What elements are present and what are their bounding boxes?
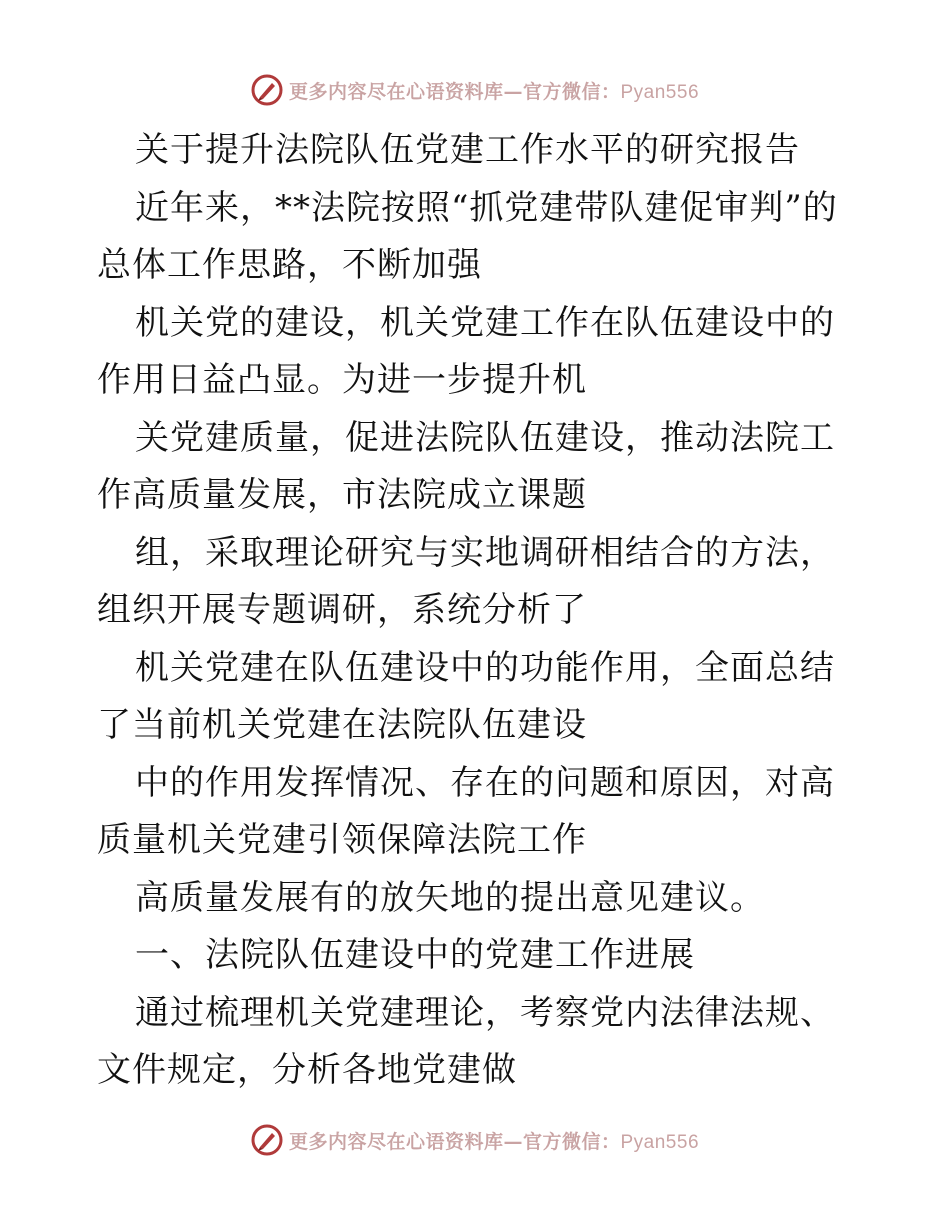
watermark-text: 更多内容尽在心语资料库—官方微信：Pyan556 [288, 80, 700, 103]
footer-watermark [0, 1123, 950, 1157]
paragraph: 关党建质量，促进法院队伍建设，推动法院工作高质量发展，市法院成立课题 [97, 417, 835, 515]
watermark-text: 更多内容尽在心语资料库—官方微信：Pyan556 [288, 1130, 700, 1153]
document-title: 关于提升法院队伍党建工作水平的研究报告 [135, 130, 800, 170]
paragraph: 高质量发展有的放矢地的提出意见建议。 [135, 877, 765, 918]
pen-nib-logo-icon [251, 74, 283, 106]
paragraph: 机关党建在队伍建设中的功能作用，全面总结了当前机关党建在法院队伍建设 [97, 647, 835, 745]
section-heading: 一、法院队伍建设中的党建工作进展 [135, 935, 695, 975]
header-watermark [0, 73, 950, 107]
document-body [97, 122, 857, 1100]
paragraph: 机关党的建设，机关党建工作在队伍建设中的作用日益凸显。为进一步提升机 [97, 302, 835, 400]
pen-nib-logo-icon [251, 1124, 283, 1156]
wechat-id: Pyan556 [620, 81, 700, 103]
paragraph: 通过梳理机关党建理论，考察党内法律法规、文件规定，分析各地党建做 [97, 992, 835, 1090]
wechat-id: Pyan556 [620, 1131, 700, 1153]
paragraph: 组，采取理论研究与实地调研相结合的方法，组织开展专题调研，系统分析了 [97, 532, 835, 630]
paragraph: 近年来，**法院按照“抓党建带队建促审判”的总体工作思路，不断加强 [97, 187, 838, 285]
paragraph: 中的作用发挥情况、存在的问题和原因，对高质量机关党建引领保障法院工作 [97, 762, 835, 860]
